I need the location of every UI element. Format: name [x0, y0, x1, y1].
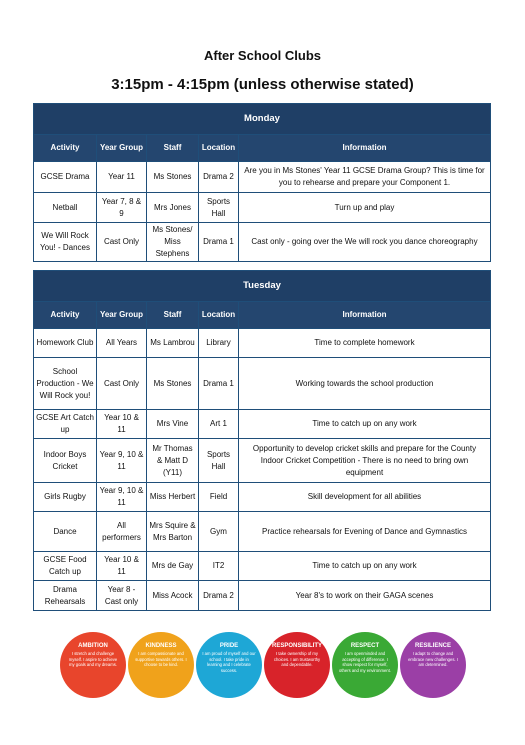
year-group-cell: Year 9, 10 & 11 — [97, 439, 147, 483]
location-cell: Drama 2 — [199, 581, 239, 611]
value-respect — [332, 632, 398, 698]
location-cell: Drama 2 — [199, 162, 239, 193]
staff-cell: Ms Lambrou — [147, 329, 199, 358]
school-values-banner — [60, 632, 470, 698]
information-cell: Year 8's to work on their GAGA scenes — [239, 581, 491, 611]
activity-cell: School Production - We Will Rock you! — [34, 358, 97, 410]
location-cell: Sports Hall — [199, 193, 239, 223]
year-group-cell: Year 8 - Cast only — [97, 581, 147, 611]
value-description: I am compassionate and supportive towards others. I choose to be kind. — [135, 651, 187, 668]
value-title: RESPONSIBILITY — [271, 643, 322, 649]
year-group-cell: Cast Only — [97, 223, 147, 262]
value-title: KINDNESS — [145, 643, 177, 649]
column-header-activity: Activity — [34, 302, 97, 329]
table-row — [34, 512, 491, 552]
page-subtitle: 3:15pm - 4:15pm (unless otherwise stated) — [111, 76, 414, 93]
location-cell: Drama 1 — [199, 358, 239, 410]
day-heading-monday: Monday — [34, 104, 491, 135]
staff-cell: Miss Acock — [147, 581, 199, 611]
staff-cell: Mrs Squire & Mrs Barton — [147, 512, 199, 552]
year-group-cell: Year 10 & 11 — [97, 410, 147, 439]
year-group-cell: Cast Only — [97, 358, 147, 410]
value-title: RESILIENCE — [414, 643, 451, 649]
information-cell: Working towards the school production — [239, 358, 491, 410]
year-group-cell: Year 7, 8 & 9 — [97, 193, 147, 223]
staff-cell: Mrs de Gay — [147, 552, 199, 581]
staff-cell: Mrs Vine — [147, 410, 199, 439]
activity-cell: GCSE Art Catch up — [34, 410, 97, 439]
year-group-cell: All performers — [97, 512, 147, 552]
table-row — [34, 410, 491, 439]
activity-cell: GCSE Drama — [34, 162, 97, 193]
information-cell: Turn up and play — [239, 193, 491, 223]
location-cell: Sports Hall — [199, 439, 239, 483]
staff-cell: Ms Stones/ Miss Stephens — [147, 223, 199, 262]
year-group-cell: Year 10 & 11 — [97, 552, 147, 581]
location-cell: Drama 1 — [199, 223, 239, 262]
staff-cell: Ms Stones — [147, 162, 199, 193]
monday-table — [33, 103, 491, 262]
table-row — [34, 329, 491, 358]
staff-cell: Ms Stones — [147, 358, 199, 410]
value-description: I am proud of myself and our school. I take pride in learning and I celebrate success. — [202, 651, 256, 674]
information-cell: Time to catch up on any work — [239, 410, 491, 439]
information-cell: Are you in Ms Stones' Year 11 GCSE Drama Group? This is time for you to rehearse and prepare your Component 1. — [239, 162, 491, 193]
table-row — [34, 193, 491, 223]
activity-cell: Dance — [34, 512, 97, 552]
value-ambition — [60, 632, 126, 698]
tuesday-table — [33, 270, 491, 611]
value-description: I stretch and challenge myself. I aspire to achieve my goals and my dreams. — [68, 651, 118, 668]
information-cell: Time to complete homework — [239, 329, 491, 358]
year-group-cell: Year 11 — [97, 162, 147, 193]
column-header-staff: Staff — [147, 135, 199, 162]
year-group-cell: Year 9, 10 & 11 — [97, 483, 147, 512]
activity-cell: We Will Rock You! - Dances — [34, 223, 97, 262]
table-row — [34, 581, 491, 611]
location-cell: Gym — [199, 512, 239, 552]
column-header-year-group: Year Group — [97, 302, 147, 329]
table-row — [34, 162, 491, 193]
activity-cell: Netball — [34, 193, 97, 223]
column-header-information: Information — [239, 302, 491, 329]
location-cell: Art 1 — [199, 410, 239, 439]
column-header-activity: Activity — [34, 135, 97, 162]
day-heading-tuesday: Tuesday — [34, 271, 491, 302]
table-row — [34, 223, 491, 262]
activity-cell: Girls Rugby — [34, 483, 97, 512]
value-description: I adapt to change and embrace new challenges. I am determined. — [408, 651, 458, 668]
staff-cell: Mrs Jones — [147, 193, 199, 223]
table-row — [34, 483, 491, 512]
information-cell: Time to catch up on any work — [239, 552, 491, 581]
table-row — [34, 439, 491, 483]
column-header-location: Location — [199, 302, 239, 329]
information-cell: Skill development for all abilities — [239, 483, 491, 512]
value-resilience — [400, 632, 466, 698]
activity-cell: Homework Club — [34, 329, 97, 358]
activity-cell: GCSE Food Catch up — [34, 552, 97, 581]
page-title: After School Clubs — [203, 48, 321, 63]
location-cell: Library — [199, 329, 239, 358]
value-title: PRIDE — [219, 643, 239, 649]
value-description: I am openminded and accepting of difference. I show respect for myself, others and my environment. — [339, 651, 391, 674]
value-responsibility — [264, 632, 330, 698]
staff-cell: Miss Herbert — [147, 483, 199, 512]
information-cell: Practice rehearsals for Evening of Dance and Gymnastics — [239, 512, 491, 552]
table-row — [34, 358, 491, 410]
value-kindness — [128, 632, 194, 698]
value-description: I take ownership of my choices. I am trustworthy and dependable. — [273, 651, 321, 668]
column-header-staff: Staff — [147, 302, 199, 329]
value-pride — [196, 632, 262, 698]
information-cell: Cast only - going over the We will rock you dance choreography — [239, 223, 491, 262]
column-header-location: Location — [199, 135, 239, 162]
staff-cell: Mr Thomas & Matt D (Y11) — [147, 439, 199, 483]
activity-cell: Indoor Boys Cricket — [34, 439, 97, 483]
location-cell: IT2 — [199, 552, 239, 581]
value-title: RESPECT — [350, 643, 380, 649]
column-header-year-group: Year Group — [97, 135, 147, 162]
activity-cell: Drama Rehearsals — [34, 581, 97, 611]
table-row — [34, 552, 491, 581]
column-header-information: Information — [239, 135, 491, 162]
location-cell: Field — [199, 483, 239, 512]
value-title: AMBITION — [78, 643, 108, 649]
information-cell: Opportunity to develop cricket skills and prepare for the County Indoor Cricket Competition - There is no need to bring own equipment — [239, 439, 491, 483]
year-group-cell: All Years — [97, 329, 147, 358]
